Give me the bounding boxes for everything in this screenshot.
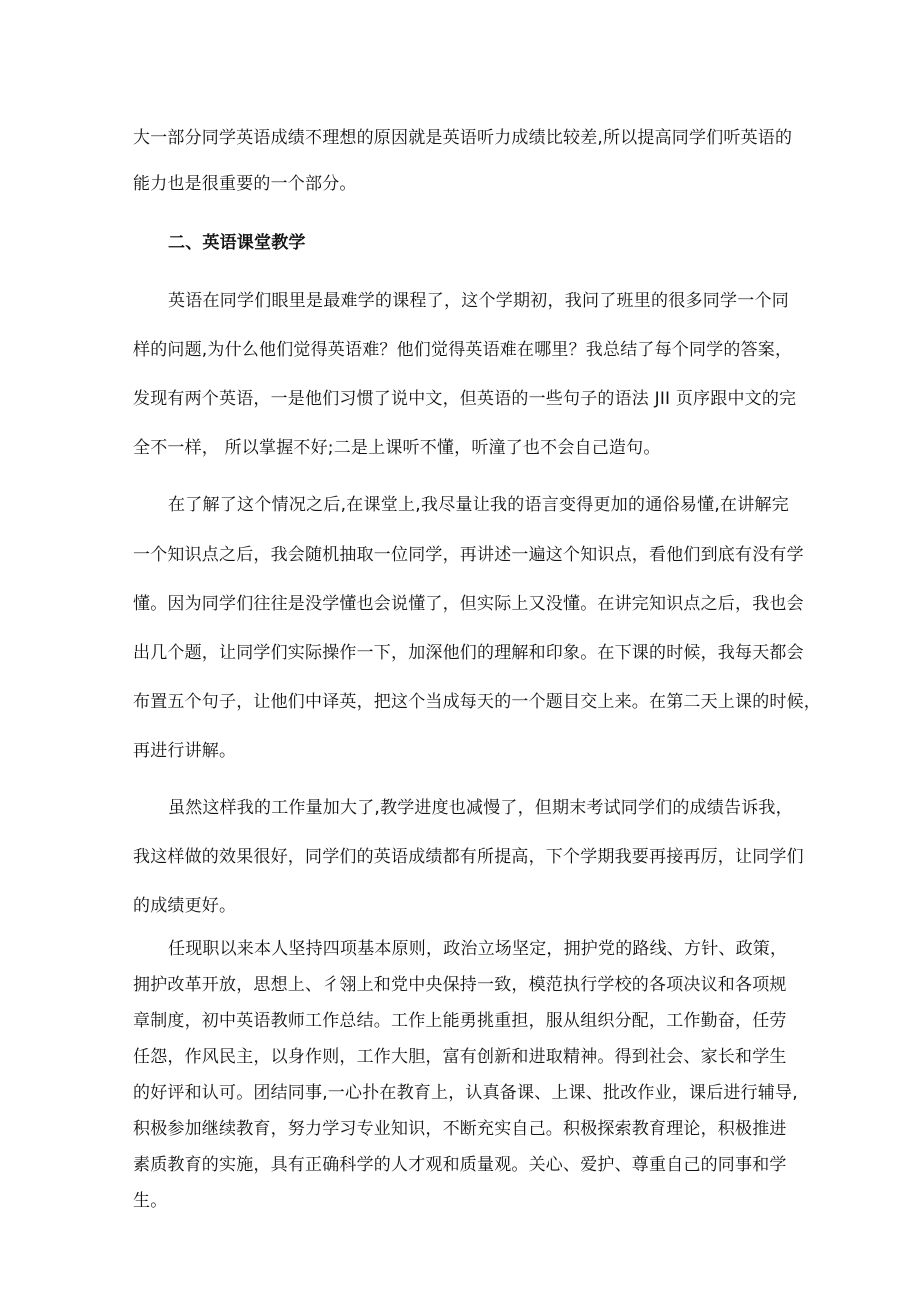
paragraph-2-line-1: 英语在同学们眼里是最难学的课程了，这个学期初，我问了班里的很多同学一个同: [168, 291, 789, 311]
paragraph-5-line-6: 积极参加继续教育，努力学习专业知识，不断充实自己。积极探索教育理论，积极推进: [133, 1119, 787, 1139]
paragraph-4-line-2: 我这样做的效果很好，同学们的英语成绩都有所提高，下个学期我要再接再厉，让同学们: [133, 847, 804, 867]
paragraph-3-line-6: 再进行讲解。: [133, 741, 237, 761]
paragraph-4-line-1: 虽然这样我的工作量加大了,教学进度也减慢了，但期末考试同学们的成绩告诉我，: [168, 798, 793, 818]
paragraph-2-line-3: 发现有两个英语，一是他们习惯了说中文，但英语的一些句子的语法 JII 页序跟中文的完: [133, 389, 797, 409]
paragraph-5-line-3: 章制度，初中英语教师工作总结。工作上能勇挑重担，服从组织分配，工作勤奋，任劳: [133, 1011, 787, 1031]
paragraph-4-line-3: 的成绩更好。: [133, 896, 237, 916]
paragraph-3-line-3: 懂。因为同学们往往是没学懂也会说懂了，但实际上又没懂。在讲完知识点之后，我也会: [133, 594, 804, 614]
paragraph-5-line-4: 任怨，作风民主，以身作则，工作大胆，富有创新和进取精神。得到社会、家长和学生: [133, 1047, 787, 1067]
paragraph-2-line-2: 样的问题,为什么他们觉得英语难？他们觉得英语难在哪里？我总结了每个同学的答案，: [133, 340, 793, 360]
paragraph-5-line-7: 素质教育的实施，具有正确科学的人才观和质量观。关心、爱护、尊重自己的同事和学: [133, 1155, 787, 1175]
paragraph-5-line-1: 任现职以来本人坚持四项基本原则，政治立场坚定，拥护党的路线、方针、政策，: [168, 939, 788, 959]
paragraph-3-line-5: 布置五个句子，让他们中译英，把这个当成每天的一个题目交上来。在第二天上课的时候，: [133, 692, 821, 712]
paragraph-1-line-2: 能力也是很重要的一个部分。: [133, 174, 357, 194]
paragraph-2-line-4: 全不一样， 所以掌握不好;二是上课听不懂，听潼了也不会自己造句。: [133, 438, 661, 458]
paragraph-3-line-4: 出几个题，让同学们实际操作一下，加深他们的理解和印象。在下课的时候，我每天都会: [133, 643, 804, 663]
section-heading: 二、英语课堂教学: [168, 233, 306, 253]
paragraph-3-line-2: 一个知识点之后，我会随机抽取一位同学，再讲述一遍这个知识点，看他们到底有没有学: [133, 545, 804, 565]
paragraph-5-line-2: 拥护改革开放，思想上、彳翎上和党中央保持一致，模范执行学校的各项决议和各项规: [133, 975, 787, 995]
paragraph-1-line-1: 大一部分同学英语成绩不理想的原因就是英语听力成绩比较差,所以提高同学们听英语的: [133, 128, 793, 148]
paragraph-5-line-5: 的好评和认可。团结同事,一心扑在教育上，认真备课、上课、批改作业，课后进行辅导,: [133, 1083, 798, 1103]
paragraph-5-line-8: 生。: [133, 1191, 168, 1211]
paragraph-3-line-1: 在了解了这个情况之后,在课堂上,我尽量让我的语言变得更加的通俗易懂,在讲解完: [168, 495, 789, 515]
